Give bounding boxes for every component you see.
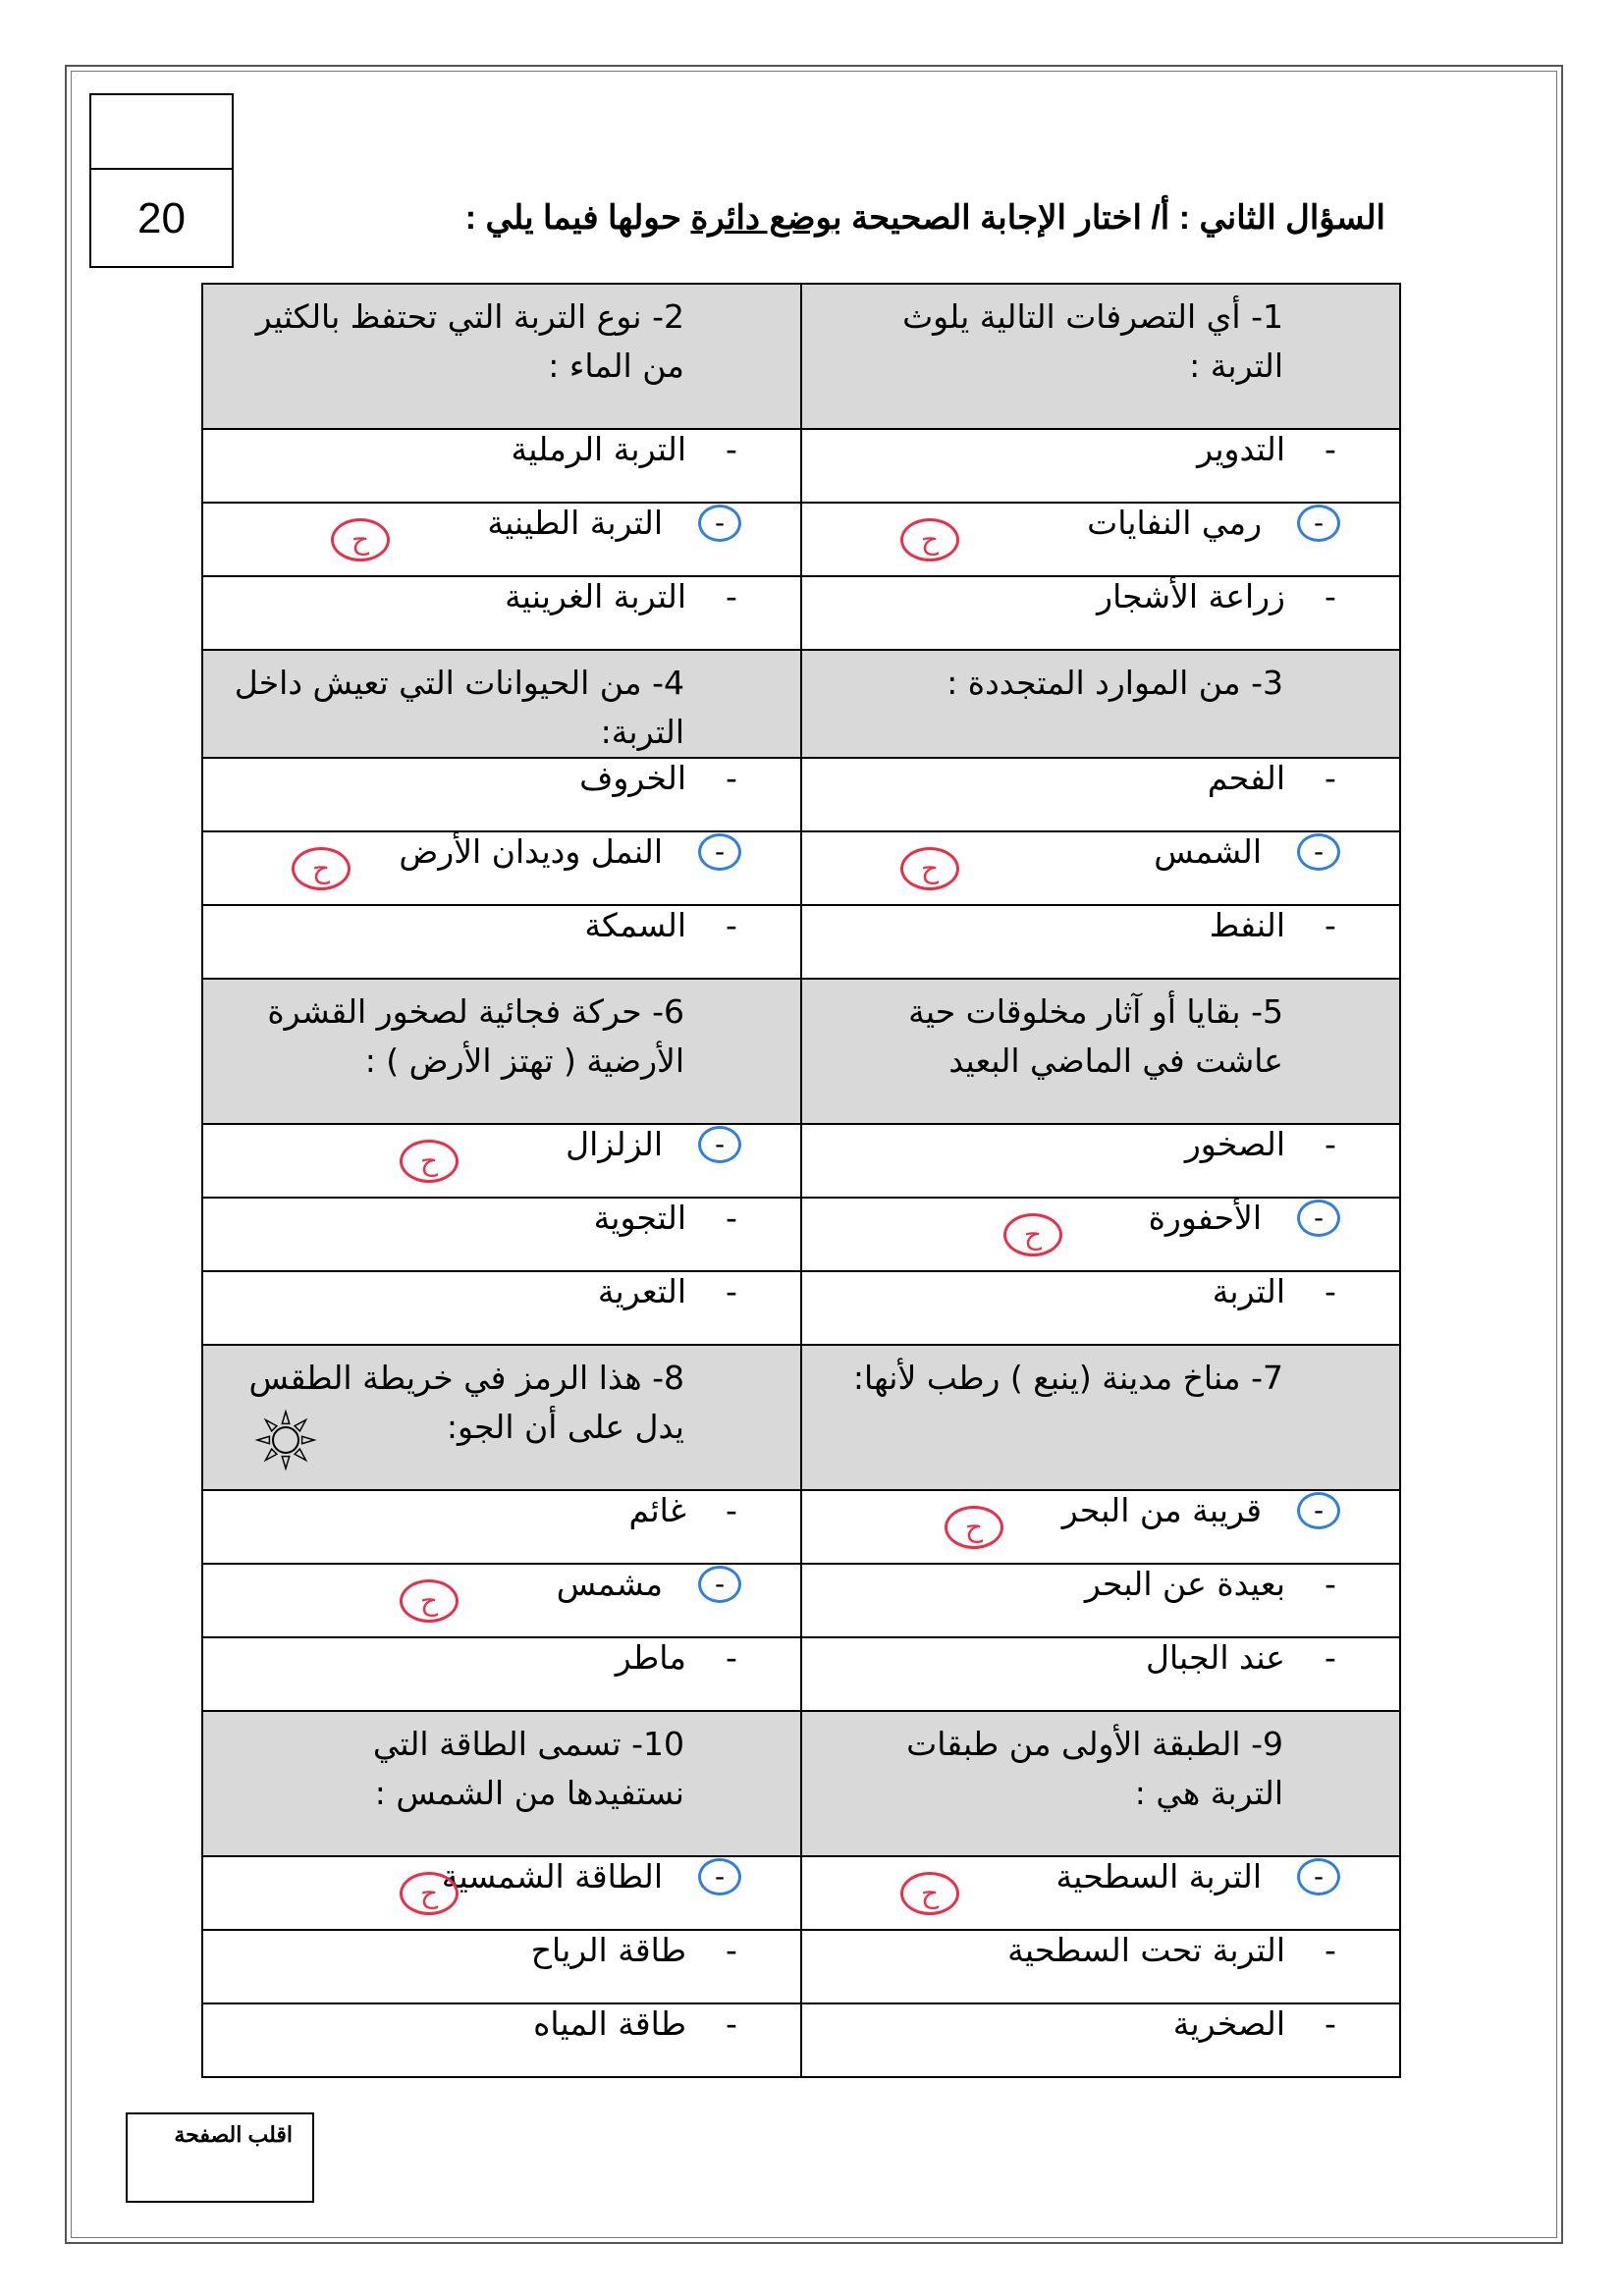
question-cell — [801, 979, 1400, 1124]
score-box — [89, 93, 234, 268]
flip-page-label: اقلب الصفحة — [174, 2122, 293, 2147]
selected-answer-circle: - — [698, 833, 741, 871]
option-cell[interactable] — [202, 1271, 801, 1345]
option-cell[interactable] — [202, 1637, 801, 1711]
option-label: النمل وديدان الأرض — [399, 832, 663, 871]
option-label: طاقة المياه — [533, 2004, 686, 2043]
option-cell[interactable] — [202, 1564, 801, 1637]
option-label: زراعة الأشجار — [1097, 577, 1285, 615]
selected-answer-circle: - — [698, 1126, 741, 1163]
option-label: التجوية — [593, 1199, 686, 1237]
option-cell[interactable] — [801, 1564, 1400, 1637]
selected-answer-circle: - — [698, 1858, 741, 1896]
correct-check-mark: ح — [900, 518, 959, 561]
option-label: الشمس — [1154, 832, 1262, 871]
question-title — [465, 198, 1385, 238]
question-cell — [202, 1345, 801, 1490]
option-cell[interactable] — [202, 1124, 801, 1198]
selected-answer-circle: - — [698, 1566, 741, 1603]
question-cell — [801, 1711, 1400, 1856]
option[interactable] — [203, 504, 800, 542]
option-cell[interactable] — [801, 576, 1400, 650]
option-dash: - — [726, 906, 737, 944]
option-label: التربة تحت السطحية — [1007, 1931, 1285, 1969]
option-label: الأحفورة — [1148, 1199, 1262, 1237]
option[interactable] — [802, 1565, 1399, 1603]
option-cell[interactable] — [801, 1198, 1400, 1271]
option-label: الطاقة الشمسية — [441, 1857, 663, 1896]
option[interactable] — [802, 1199, 1399, 1237]
option-dash: - — [1325, 906, 1336, 944]
option-label: الفحم — [1207, 759, 1285, 797]
option-cell[interactable] — [202, 1198, 801, 1271]
option-cell[interactable] — [801, 905, 1400, 979]
option-dash: - — [726, 2004, 737, 2043]
option-label: غائم — [628, 1491, 686, 1529]
option-cell[interactable] — [202, 905, 801, 979]
option-dash: - — [726, 577, 737, 615]
option-label: التربة الرملية — [511, 430, 686, 468]
correct-check-mark: ح — [400, 1140, 459, 1183]
option-cell[interactable] — [801, 831, 1400, 905]
option-cell[interactable] — [801, 1271, 1400, 1345]
question-text: 5- بقايا أو آثار مخلوقات حية عاشت في الماضي البعيد — [908, 992, 1283, 1080]
sun-icon — [254, 1409, 317, 1471]
option[interactable] — [203, 906, 800, 944]
option-cell[interactable] — [801, 2003, 1400, 2077]
option-label: مشمس — [556, 1565, 663, 1603]
question-cell — [202, 979, 801, 1124]
question-cell — [202, 1711, 801, 1856]
option-dash: - — [726, 1199, 737, 1237]
option-cell[interactable] — [801, 758, 1400, 831]
option-cell[interactable] — [801, 429, 1400, 503]
question-text: 10- تسمى الطاقة التي نستفيدها من الشمس : — [372, 1725, 684, 1812]
option-cell[interactable] — [202, 429, 801, 503]
question-cell — [801, 284, 1400, 429]
option[interactable] — [203, 1857, 800, 1896]
option-label: الخروف — [579, 759, 686, 797]
option-cell[interactable] — [801, 503, 1400, 576]
option[interactable] — [203, 1491, 800, 1529]
option-dash: - — [1325, 1565, 1336, 1603]
question-text: 3- من الموارد المتجددة : — [947, 664, 1283, 702]
option[interactable] — [802, 906, 1399, 944]
option[interactable] — [203, 2004, 800, 2043]
option[interactable] — [203, 1125, 800, 1163]
selected-answer-circle: - — [1297, 505, 1340, 542]
option-dash: - — [1325, 2004, 1336, 2043]
correct-check-mark: ح — [331, 518, 390, 561]
option[interactable] — [802, 1638, 1399, 1677]
question-cell — [202, 650, 801, 758]
option[interactable] — [802, 759, 1399, 797]
selected-answer-circle: - — [1297, 1492, 1340, 1529]
option-dash: - — [1325, 430, 1336, 468]
option-cell[interactable] — [801, 1124, 1400, 1198]
option-label: رمي النفايات — [1087, 504, 1262, 542]
option-label: النفط — [1209, 906, 1285, 944]
option-label: التدوير — [1197, 430, 1285, 468]
score-value: 20 — [137, 194, 186, 242]
option-dash: - — [726, 1931, 737, 1969]
option[interactable] — [802, 1272, 1399, 1310]
option-dash: - — [726, 1491, 737, 1529]
option[interactable] — [203, 1199, 800, 1237]
option[interactable] — [802, 1125, 1399, 1163]
option-label: التعرية — [597, 1272, 686, 1310]
option-label: التربة الغرينية — [505, 577, 686, 615]
question-text: 8- هذا الرمز في خريطة الطقس يدل على أن الجو: — [248, 1359, 684, 1446]
option[interactable] — [203, 430, 800, 468]
question-text: 4- من الحيوانات التي تعيش داخل التربة: — [234, 664, 684, 751]
option-label: قريبة من البحر — [1061, 1491, 1262, 1529]
option-dash: - — [726, 430, 737, 468]
question-text: 9- الطبقة الأولى من طبقات التربة هي : — [906, 1725, 1283, 1812]
option[interactable] — [802, 577, 1399, 615]
question-text: 1- أي التصرفات التالية يلوث التربة : — [902, 297, 1283, 385]
option[interactable] — [802, 1857, 1399, 1896]
option[interactable] — [203, 1931, 800, 1969]
flip-page-note — [126, 2112, 314, 2203]
option-dash: - — [726, 1638, 737, 1677]
option-label: التربة الطينية — [487, 504, 663, 542]
option-dash: - — [1325, 577, 1336, 615]
option-label: التربة السطحية — [1055, 1857, 1262, 1896]
correct-check-mark: ح — [945, 1506, 1003, 1549]
correct-check-mark: ح — [292, 847, 351, 890]
option-cell[interactable] — [202, 503, 801, 576]
option[interactable] — [802, 832, 1399, 871]
option-dash: - — [1325, 1931, 1336, 1969]
question-cell — [801, 1345, 1400, 1490]
title-after: حولها فيما يلي : — [464, 199, 691, 237]
correct-check-mark: ح — [400, 1579, 459, 1623]
option-label: عند الجبال — [1146, 1638, 1285, 1677]
option-cell[interactable] — [202, 758, 801, 831]
option-cell[interactable] — [202, 576, 801, 650]
option-label: الصخور — [1184, 1125, 1285, 1163]
option[interactable] — [802, 1491, 1399, 1529]
option-dash: - — [1325, 1638, 1336, 1677]
option-cell[interactable] — [801, 1490, 1400, 1564]
option-cell[interactable] — [202, 1856, 801, 1930]
selected-answer-circle: - — [1297, 833, 1340, 871]
option-dash: - — [1325, 759, 1336, 797]
option[interactable] — [203, 759, 800, 797]
option-label: ماطر — [615, 1638, 686, 1677]
option-cell[interactable] — [801, 1930, 1400, 2003]
option-label: السمكة — [584, 906, 686, 944]
quiz-table — [201, 283, 1401, 2078]
option-cell[interactable] — [202, 831, 801, 905]
correct-check-mark: ح — [900, 1872, 959, 1915]
option-label: الزلزال — [566, 1125, 663, 1163]
option-label: الصخرية — [1172, 2004, 1285, 2043]
title-underlined: بوضع دائرة — [690, 199, 842, 237]
score-box-blank — [91, 95, 232, 170]
selected-answer-circle: - — [698, 505, 741, 542]
option[interactable] — [203, 1638, 800, 1677]
option-dash: - — [726, 1272, 737, 1310]
option-label: طاقة الرياح — [530, 1931, 686, 1969]
question-text: 6- حركة فجائية لصخور القشرة الأرضية ( تهتز الأرض ) : — [267, 992, 684, 1080]
option[interactable] — [802, 2004, 1399, 2043]
selected-answer-circle: - — [1297, 1858, 1340, 1896]
option-dash: - — [1325, 1125, 1336, 1163]
question-text: 2- نوع التربة التي تحتفظ بالكثير من الماء : — [255, 297, 684, 385]
option-label: بعيدة عن البحر — [1084, 1565, 1285, 1603]
option-cell[interactable] — [202, 1930, 801, 2003]
correct-check-mark: ح — [400, 1872, 459, 1915]
question-cell — [801, 650, 1400, 758]
option[interactable] — [802, 1931, 1399, 1969]
option-dash: - — [1325, 1272, 1336, 1310]
title-before: السؤال الثاني : أ/ اختار الإجابة الصحيحة — [841, 199, 1385, 237]
option[interactable] — [203, 1272, 800, 1310]
question-text: 7- مناخ مدينة (ينبع ) رطب لأنها: — [852, 1359, 1283, 1397]
selected-answer-circle: - — [1297, 1200, 1340, 1237]
option-cell[interactable] — [202, 1490, 801, 1564]
option-cell[interactable] — [801, 1637, 1400, 1711]
option[interactable] — [203, 577, 800, 615]
option-cell[interactable] — [202, 2003, 801, 2077]
option[interactable] — [802, 430, 1399, 468]
option-cell[interactable] — [801, 1856, 1400, 1930]
question-cell — [202, 284, 801, 429]
correct-check-mark: ح — [1003, 1213, 1062, 1256]
option-dash: - — [726, 759, 737, 797]
option-label: التربة — [1212, 1272, 1285, 1310]
option[interactable] — [203, 1565, 800, 1603]
option[interactable] — [802, 504, 1399, 542]
correct-check-mark: ح — [900, 847, 959, 890]
